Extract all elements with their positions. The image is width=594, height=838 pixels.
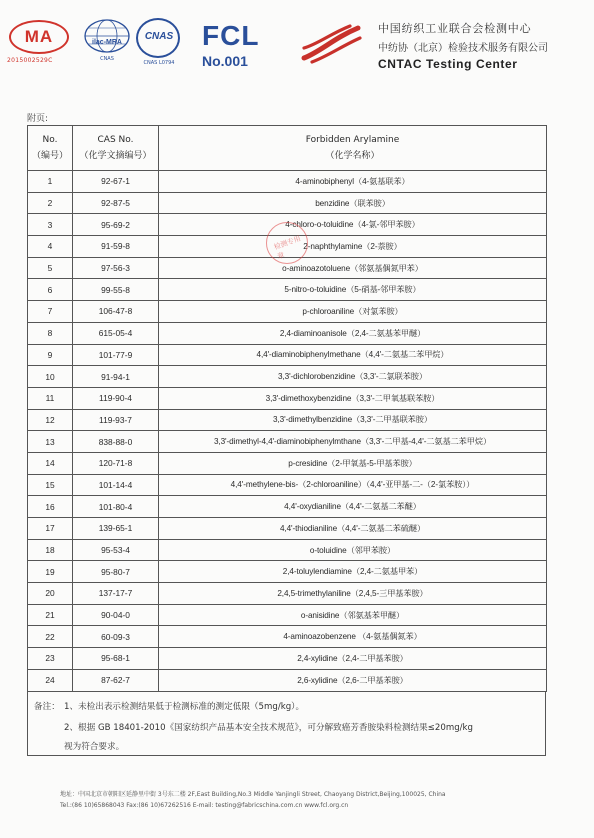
- remark-line-2: 2、根据 GB 18401-2010《国家纺织产品基本安全技术规范》，可分解致癌芳香胺染料检测结果≤20mg/kg: [64, 723, 473, 733]
- cell-name: p-chloroaniline（对氯苯胺）: [159, 301, 547, 323]
- cnas-logo: [136, 18, 182, 68]
- cell-name: 3,3'-dichlorobenzidine（3,3'-二氯联苯胺）: [159, 366, 547, 388]
- cell-no: 19: [28, 561, 73, 583]
- cell-no: 5: [28, 257, 73, 279]
- cell-no: 20: [28, 583, 73, 605]
- cell-cas: 139-65-1: [73, 518, 159, 540]
- cell-name: 3,3'-dimethoxybenzidine（3,3'-二甲氧基联苯胺）: [159, 387, 547, 409]
- cell-cas: 95-69-2: [73, 214, 159, 236]
- cma-logo: [9, 20, 69, 66]
- cell-name: 2,4-xylidine（2,4-二甲基苯胺）: [159, 648, 547, 670]
- cell-no: 14: [28, 452, 73, 474]
- header-no-en: No.: [42, 135, 58, 145]
- table-row: [28, 648, 547, 670]
- header-name-en: Forbidden Arylamine: [305, 135, 400, 145]
- table-row: [28, 409, 547, 431]
- cell-cas: 99-55-8: [73, 279, 159, 301]
- letterhead: [0, 0, 594, 92]
- table-row: [28, 431, 547, 453]
- cell-cas: 119-90-4: [73, 387, 159, 409]
- cell-name: o-anisidine（邻氨基苯甲醚）: [159, 604, 547, 626]
- table-row: [28, 387, 547, 409]
- cell-no: 12: [28, 409, 73, 431]
- table-header-row: [28, 126, 547, 171]
- cell-cas: 97-56-3: [73, 257, 159, 279]
- cell-name: o-aminoazotoluene（邻氨基偶氮甲苯）: [159, 257, 547, 279]
- header-cas-en: CAS No.: [97, 135, 134, 145]
- cell-no: 10: [28, 366, 73, 388]
- cell-no: 15: [28, 474, 73, 496]
- header-cas: [73, 126, 159, 171]
- footer-address: 地址：中国北京市朝阳区延静里中街 3号东二楼 2F,East Building,No.3 Middle Yanjingli Street, Chaoyang District,Beijing,100025, China: [60, 791, 446, 798]
- remarks-label: 备注：: [34, 702, 60, 712]
- table-row: [28, 626, 547, 648]
- ilac-logo-text: ilac-MRA: [92, 39, 122, 46]
- inspection-stamp: [266, 222, 308, 264]
- cell-cas: 91-94-1: [73, 366, 159, 388]
- cell-cas: 92-67-1: [73, 171, 159, 193]
- header-no: [28, 126, 73, 171]
- table-row: [28, 344, 547, 366]
- table-row: [28, 279, 547, 301]
- cell-cas: 119-93-7: [73, 409, 159, 431]
- cell-name: p-cresidine（2-甲氧基-5-甲基苯胺）: [159, 452, 547, 474]
- header-name-cn: （化学名称）: [325, 151, 380, 161]
- cell-no: 6: [28, 279, 73, 301]
- stamp-text: 检测专用章: [272, 234, 302, 261]
- table-row: [28, 322, 547, 344]
- cell-name: 2,4,5-trimethylaniline（2,4,5-三甲基苯胺）: [159, 583, 547, 605]
- table-row: [28, 669, 547, 691]
- cell-no: 24: [28, 669, 73, 691]
- cell-name: 4,4'-methylene-bis-（2-chloroaniline）（4,4'-亚甲基-二-（2-氯苯胺））: [159, 474, 547, 496]
- table-row: [28, 474, 547, 496]
- cell-cas: 106-47-8: [73, 301, 159, 323]
- cell-name: 3,3'-dimethylbenzidine（3,3'-二甲基联苯胺）: [159, 409, 547, 431]
- cell-no: 17: [28, 518, 73, 540]
- cell-name: 4-aminobiphenyl（4-氨基联苯）: [159, 171, 547, 193]
- cell-name: 4-chloro-o-toluidine（4-氯-邻甲苯胺）: [159, 214, 547, 236]
- cell-name: 4-aminoazobenzene （4-氨基偶氮苯）: [159, 626, 547, 648]
- cell-cas: 95-53-4: [73, 539, 159, 561]
- cnas-number: CNAS L0794: [143, 60, 175, 66]
- table-row: [28, 192, 547, 214]
- cell-cas: 137-17-7: [73, 583, 159, 605]
- table-row: [28, 366, 547, 388]
- globe-icon: [82, 18, 132, 54]
- cell-name: benzidine（联苯胺）: [159, 192, 547, 214]
- table-row: [28, 301, 547, 323]
- footer-contact: Tel.:(86 10)65868043 Fax:(86 10)67262516 E-mail: testing@fabricschina.com.cn www.fcl.org.cn: [60, 802, 349, 809]
- cell-name: 4,4'-diaminobiphenylmethane（4,4'-二氨基二苯甲烷）: [159, 344, 547, 366]
- cell-no: 13: [28, 431, 73, 453]
- cell-cas: 60-09-3: [73, 626, 159, 648]
- cell-name: 3,3'-dimethyl-4,4'-diaminobiphenylmthane（3,3'-二甲基-4,4'-二氨基二苯甲烷）: [159, 431, 547, 453]
- cma-logo-text: MA: [9, 20, 69, 54]
- cntac-mark-icon: [298, 22, 364, 64]
- cell-no: 9: [28, 344, 73, 366]
- cell-cas: 90-04-0: [73, 604, 159, 626]
- table-row: [28, 561, 547, 583]
- cnas-logo-text: CNAS: [144, 31, 174, 42]
- fcl-logo-text: FCL: [202, 20, 260, 51]
- table-row: [28, 452, 547, 474]
- arylamine-table: [27, 125, 547, 692]
- org-name-cn: 中国纺织工业联合会检测中心: [378, 22, 532, 35]
- table-row: [28, 518, 547, 540]
- cell-cas: 95-80-7: [73, 561, 159, 583]
- cell-cas: 101-77-9: [73, 344, 159, 366]
- cell-name: 4,4'-thiodianiline（4,4'-二氨基二苯硫醚）: [159, 518, 547, 540]
- cell-no: 22: [28, 626, 73, 648]
- org-name-en: CNTAC Testing Center: [378, 57, 518, 71]
- cell-no: 11: [28, 387, 73, 409]
- table-row: [28, 496, 547, 518]
- table-row: [28, 171, 547, 193]
- org-company-cn: 中纺协（北京）检验技术服务有限公司: [378, 43, 548, 54]
- ilac-logo-sub: CNAS: [100, 56, 114, 62]
- cma-number: 2015002529C: [7, 57, 53, 64]
- cell-cas: 95-68-1: [73, 648, 159, 670]
- organization-name: [378, 20, 578, 71]
- cell-cas: 87-62-7: [73, 669, 159, 691]
- footer: [60, 789, 550, 811]
- fcl-number: No.001: [202, 53, 248, 69]
- cell-no: 3: [28, 214, 73, 236]
- cell-name: o-toluidine（邻甲苯胺）: [159, 539, 547, 561]
- fcl-logo: [200, 18, 260, 70]
- remark-line-3: 视为符合要求。: [64, 742, 125, 752]
- cell-cas: 101-14-4: [73, 474, 159, 496]
- cell-cas: 838-88-0: [73, 431, 159, 453]
- cell-no: 21: [28, 604, 73, 626]
- cell-no: 4: [28, 236, 73, 258]
- cell-no: 8: [28, 322, 73, 344]
- cell-no: 2: [28, 192, 73, 214]
- table-row: [28, 539, 547, 561]
- remarks-box: [27, 692, 546, 756]
- ilac-mra-logo: [82, 18, 132, 66]
- header-no-cn: （编号）: [31, 151, 68, 161]
- header-name: [159, 126, 547, 171]
- cell-cas: 615-05-4: [73, 322, 159, 344]
- cell-name: 2,6-xylidine（2,6-二甲基苯胺）: [159, 669, 547, 691]
- cell-cas: 92-87-5: [73, 192, 159, 214]
- cell-name: 4,4'-oxydianiline（4,4'-二氨基二苯醚）: [159, 496, 547, 518]
- cell-no: 7: [28, 301, 73, 323]
- cell-name: 5-nitro-o-toluidine（5-硝基-邻甲苯胺）: [159, 279, 547, 301]
- cell-name: 2-naphthylamine（2-萘胺）: [159, 236, 547, 258]
- table-row: [28, 583, 547, 605]
- cell-no: 18: [28, 539, 73, 561]
- remark-line-1: 1、未检出表示检测结果低于检测标准的测定低限（5mg/kg）。: [64, 702, 305, 712]
- cell-name: 2,4-diaminoanisole（2,4-二氨基苯甲醚）: [159, 322, 547, 344]
- cell-cas: 91-59-8: [73, 236, 159, 258]
- appendix-label: 附页:: [27, 114, 49, 124]
- cell-no: 1: [28, 171, 73, 193]
- header-cas-cn: （化学文摘编号）: [79, 151, 152, 161]
- cell-no: 16: [28, 496, 73, 518]
- cell-cas: 101-80-4: [73, 496, 159, 518]
- cell-cas: 120-71-8: [73, 452, 159, 474]
- cell-no: 23: [28, 648, 73, 670]
- cell-name: 2,4-toluylendiamine（2,4-二氨基甲苯）: [159, 561, 547, 583]
- table-row: [28, 604, 547, 626]
